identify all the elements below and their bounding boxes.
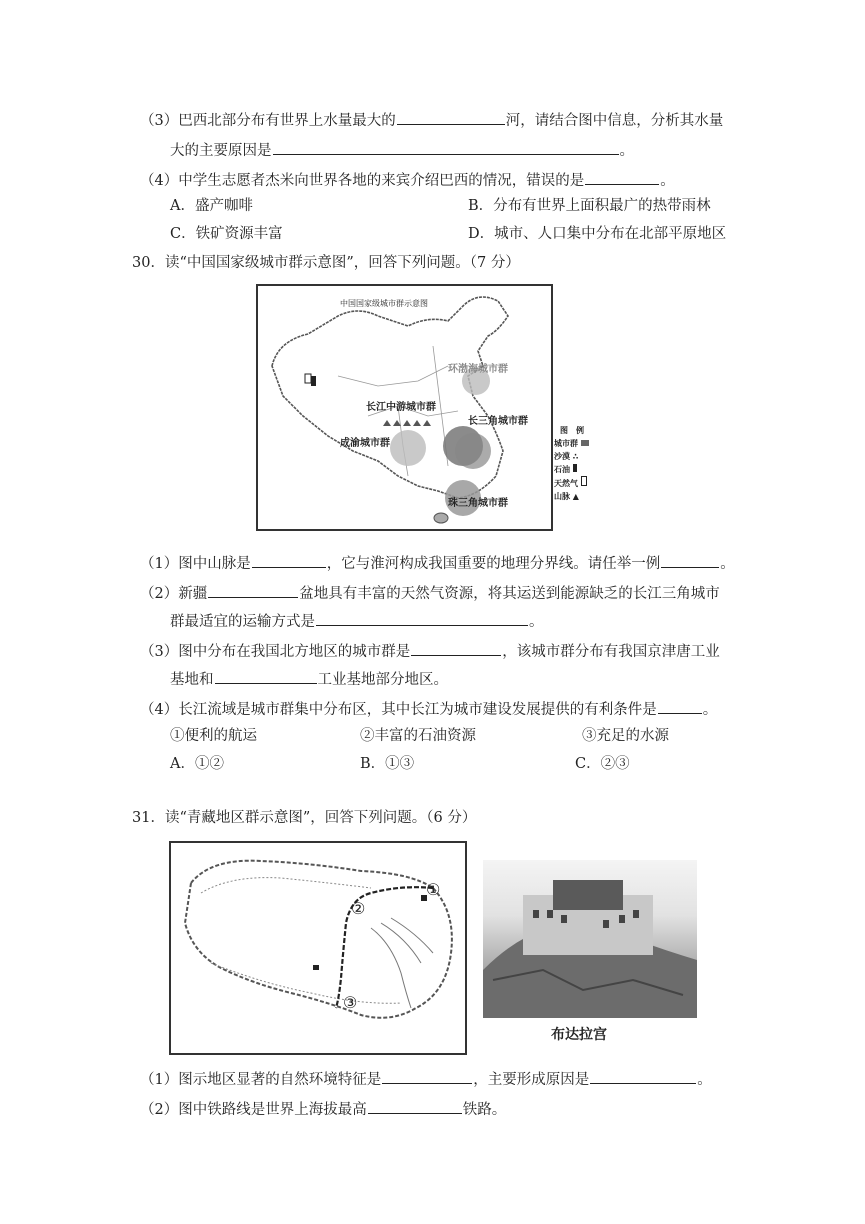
punctuation: 。: [697, 1072, 712, 1088]
qinghai-tibet-map: [169, 841, 467, 1055]
answer-blank[interactable]: [215, 667, 317, 684]
q30-part2-text-c: 群最适宜的运输方式是: [170, 614, 315, 630]
q30-choice-3: ③充足的水源: [582, 728, 669, 744]
answer-blank[interactable]: [585, 168, 659, 185]
q29-option-c: C．铁矿资源丰富: [170, 226, 283, 242]
legend-gas: 天然气: [554, 476, 614, 490]
q30-title: 30．读“中国国家级城市群示意图”，回答下列问题。（7 分）: [132, 255, 520, 271]
marker-2: ②: [351, 899, 366, 918]
q30-choice-2: ②丰富的石油资源: [360, 728, 476, 744]
answer-blank[interactable]: [316, 609, 528, 626]
answer-blank[interactable]: [382, 1067, 472, 1084]
q31-part1-text-b: ，主要形成原因是: [473, 1072, 590, 1088]
q30-part2-line1: [140, 581, 720, 604]
photo-caption: 布达拉宫: [551, 1027, 607, 1043]
q31-part1: [140, 1067, 712, 1090]
punctuation: 。: [529, 614, 544, 630]
legend-oil: 石油: [554, 463, 614, 476]
answer-blank[interactable]: [590, 1067, 696, 1084]
mountain-icon: ▲: [572, 492, 579, 501]
q29-option-d: D．城市、人口集中分布在北部平原地区: [468, 226, 727, 242]
map-title: 中国国家级城市群示意图: [340, 299, 428, 308]
potala-drawing: [483, 860, 697, 1018]
q30-part2-text-b: 盆地具有丰富的天然气资源，将其运送到能源缺乏的长江三角城市: [299, 586, 720, 602]
q30-part1: [140, 551, 735, 574]
legend-city-cluster: 城市群: [554, 437, 614, 450]
q30-part3-text-d: 工业基地部分地区。: [317, 672, 448, 688]
q29-part3-line1: [140, 108, 723, 131]
legend-mountain: 山脉 ▲: [554, 492, 579, 501]
oil-icon: [573, 464, 577, 472]
label-pearl-delta: 珠三角城市群: [448, 498, 508, 509]
potala-palace-photo: [483, 860, 697, 1018]
answer-blank[interactable]: [411, 639, 501, 656]
label-chengyu: 成渝城市群: [340, 438, 390, 449]
q30-option-a: A．①②: [170, 756, 224, 772]
label-yangtze-middle: 长江中游城市群: [366, 402, 436, 413]
q30-part1-text-a: （1）图中山脉是: [140, 556, 251, 572]
q30-part3-text-a: （3）图中分布在我国北方地区的城市群是: [140, 644, 411, 660]
label-bohai: 环渤海城市群: [448, 364, 508, 375]
q30-part3-line1: [140, 639, 720, 662]
q29-part4: [140, 168, 675, 191]
punctuation: 。: [720, 556, 735, 572]
q29-part3-text-a: （3）巴西北部分布有世界上水量最大的: [140, 113, 396, 129]
answer-blank[interactable]: [658, 697, 702, 714]
answer-blank[interactable]: [661, 551, 719, 568]
desert-icon: ∴: [572, 452, 579, 461]
q30-part1-text-b: ，它与淮河构成我国重要的地理分界线。请任举一例: [326, 556, 661, 572]
q31-part2: [140, 1097, 506, 1120]
q29-part4-text: （4）中学生志愿者杰米向世界各地的来宾介绍巴西的情况，错误的是: [140, 173, 585, 189]
label-yangtze-delta: 长三角城市群: [468, 416, 528, 427]
q30-choice-1: ①便利的航运: [170, 728, 257, 744]
q29-part3-line2: [170, 138, 634, 161]
marker-1: ①: [426, 880, 441, 899]
q30-part3-line2: [170, 667, 448, 690]
q29-option-b: B．分布有世界上面积最广的热带雨林: [468, 198, 711, 214]
answer-blank[interactable]: [252, 551, 326, 568]
qinghai-tibet-drawing: [171, 843, 465, 1053]
q30-part4-text: （4）长江流域是城市群集中分布区，其中长江为城市建设发展提供的有利条件是: [140, 702, 657, 718]
punctuation: 。: [702, 702, 718, 718]
q30-option-b: B．①③: [360, 756, 415, 772]
punctuation: 。: [660, 173, 675, 189]
answer-blank[interactable]: [273, 138, 619, 155]
q29-option-a: A．盛产咖啡: [170, 198, 253, 214]
city-cluster-icon: [581, 440, 589, 446]
q31-part2-text-b: 铁路。: [462, 1102, 507, 1118]
answer-blank[interactable]: [208, 581, 298, 598]
q30-part3-text-c: 基地和: [170, 672, 214, 688]
q30-option-c: C．②③: [575, 756, 630, 772]
answer-blank[interactable]: [368, 1097, 462, 1114]
q30-part2-text-a: （2）新疆: [140, 586, 208, 602]
marker-3: ③: [343, 993, 358, 1012]
legend-title: 图 例: [560, 426, 584, 435]
map-legend: [554, 424, 614, 518]
q30-part4: [140, 697, 717, 720]
q29-part3-text-b: 河，请结合图中信息，分析其水量: [505, 113, 724, 129]
q30-part2-line2: [170, 609, 544, 632]
q31-part1-text-a: （1）图示地区显著的自然环境特征是: [140, 1072, 382, 1088]
legend-desert: 沙漠 ∴: [554, 452, 579, 461]
q31-part2-text-a: （2）图中铁路线是世界上海拔最高: [140, 1102, 367, 1118]
q30-part3-text-b: ，该城市群分布有我国京津唐工业: [502, 644, 720, 660]
answer-blank[interactable]: [397, 108, 505, 125]
gas-icon: [581, 476, 587, 486]
china-city-cluster-map: [256, 284, 553, 531]
q31-title: 31．读“青藏地区群示意图”，回答下列问题。（6 分）: [132, 810, 477, 826]
punctuation: 。: [619, 143, 634, 159]
q29-part3-text-c: 大的主要原因是: [170, 143, 272, 159]
